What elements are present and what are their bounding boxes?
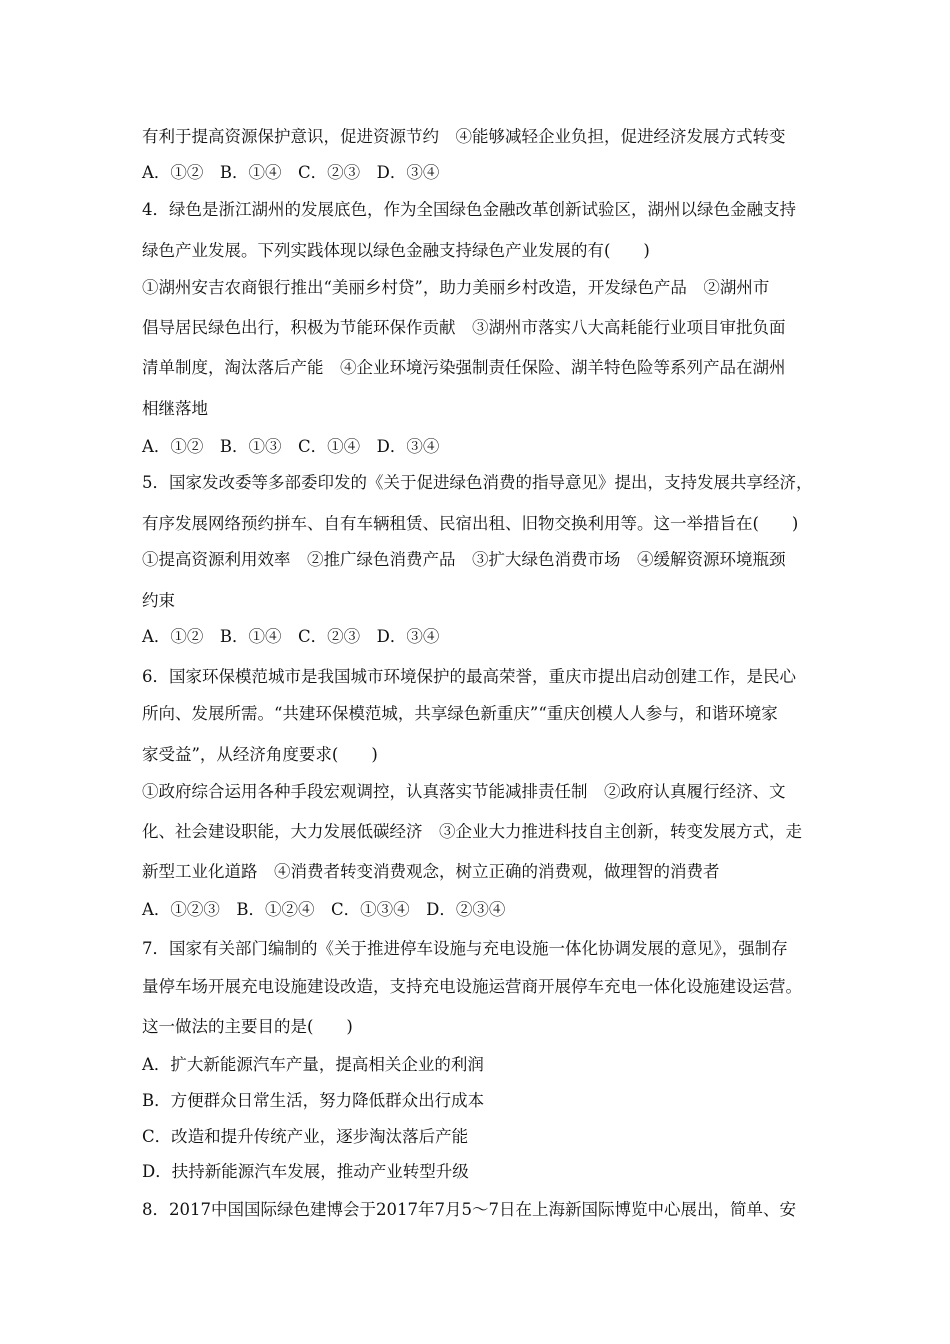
text-line: 相继落地 bbox=[142, 399, 208, 418]
text-line: 约束 bbox=[142, 591, 175, 610]
text-line: 量停车场开展充电设施建设改造，支持充电设施运营商开展停车充电一体化设施建设运营。 bbox=[142, 977, 802, 996]
text-line: 这一做法的主要目的是( ) bbox=[142, 1017, 353, 1036]
answer-options-q3: A．①② B．①④ C．②③ D．③④ bbox=[142, 163, 440, 182]
text-line: 新型工业化道路 ④消费者转变消费观念，树立正确的消费观，做理智的消费者 bbox=[142, 862, 720, 881]
question-8-stem: 8．2017中国国际绿色建博会于2017年7月5～7日在上海新国际博览中心展出，简单、安 bbox=[142, 1200, 796, 1219]
answer-options-q6: A．①②③ B．①②④ C．①③④ D．②③④ bbox=[142, 900, 506, 919]
option-c-q7: C．改造和提升传统产业，逐步淘汰落后产能 bbox=[142, 1127, 469, 1146]
text-line: 倡导居民绿色出行，积极为节能环保作贡献 ③湖州市落实八大高耗能行业项目审批负面 bbox=[142, 318, 786, 337]
answer-options-q4: A．①② B．①③ C．①④ D．③④ bbox=[142, 437, 440, 456]
text-line: ①提高资源利用效率 ②推广绿色消费产品 ③扩大绿色消费市场 ④缓解资源环境瓶颈 bbox=[142, 550, 786, 569]
text-line: ①政府综合运用各种手段宏观调控，认真落实节能减排责任制 ②政府认真履行经济、文 bbox=[142, 782, 786, 801]
text-line: 化、社会建设职能，大力发展低碳经济 ③企业大力推进科技自主创新，转变发展方式，走 bbox=[142, 822, 802, 841]
option-d-q7: D．扶持新能源汽车发展，推动产业转型升级 bbox=[142, 1162, 469, 1181]
question-4-stem: 4．绿色是浙江湖州的发展底色，作为全国绿色金融改革创新试验区，湖州以绿色金融支持 bbox=[142, 200, 796, 219]
text-line: 绿色产业发展。下列实践体现以绿色金融支持绿色产业发展的有( ) bbox=[142, 241, 650, 260]
text-line: 有利于提高资源保护意识，促进资源节约 ④能够减轻企业负担，促进经济发展方式转变 bbox=[142, 127, 786, 146]
text-line: ①湖州安吉农商银行推出“美丽乡村贷”，助力美丽乡村改造，开发绿色产品 ②湖州市 bbox=[142, 278, 770, 297]
question-6-stem: 6．国家环保模范城市是我国城市环境保护的最高荣誉，重庆市提出启动创建工作，是民心 bbox=[142, 667, 796, 686]
text-line: 家受益”，从经济角度要求( ) bbox=[142, 745, 378, 764]
question-5-stem: 5．国家发改委等多部委印发的《关于促进绿色消费的指导意见》提出，支持发展共享经济， bbox=[142, 473, 813, 492]
question-7-stem: 7．国家有关部门编制的《关于推进停车设施与充电设施一体化协调发展的意见》，强制存 bbox=[142, 939, 788, 958]
text-line: 清单制度，淘汰落后产能 ④企业环境污染强制责任保险、湖羊特色险等系列产品在湖州 bbox=[142, 358, 786, 377]
answer-options-q5: A．①② B．①④ C．②③ D．③④ bbox=[142, 627, 440, 646]
text-line: 所向、发展所需。“共建环保模范城，共享绿色新重庆”“重庆创模人人参与，和谐环境家 bbox=[142, 704, 778, 723]
option-a-q7: A．扩大新能源汽车产量，提高相关企业的利润 bbox=[142, 1055, 484, 1074]
option-b-q7: B．方便群众日常生活，努力降低群众出行成本 bbox=[142, 1091, 485, 1110]
text-line: 有序发展网络预约拼车、自有车辆租赁、民宿出租、旧物交换利用等。这一举措旨在( ) bbox=[142, 514, 799, 533]
